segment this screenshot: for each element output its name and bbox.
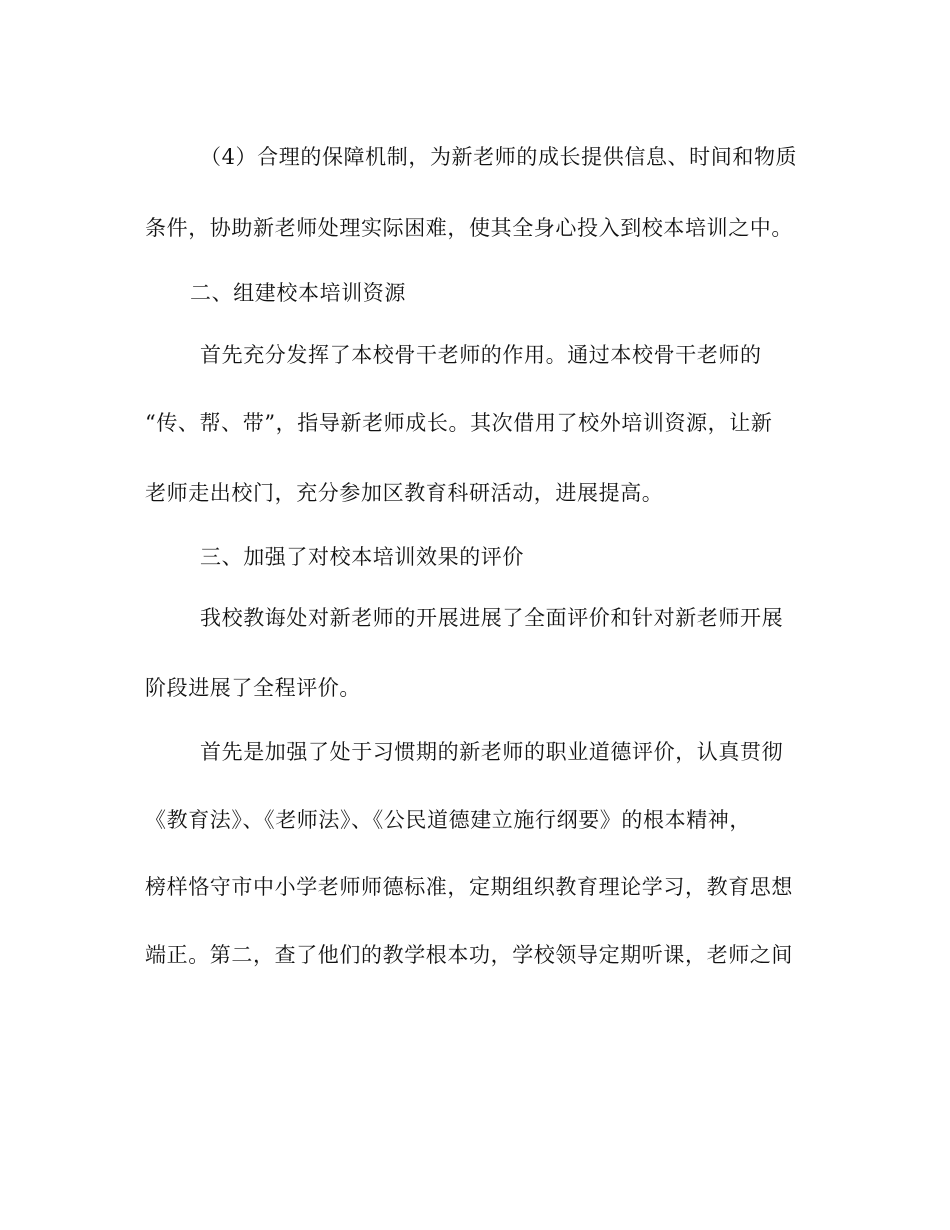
paragraph-line: （4）合理的保障机制，为新老师的成长提供信息、时间和物质 [200, 145, 798, 169]
paragraph-line: 老师走出校门，充分参加区教育科研活动，进展提高。 [145, 481, 664, 505]
paragraph-line: 首先充分发挥了本校骨干老师的作用。通过本校骨干老师的 [200, 343, 762, 367]
paragraph-line: 阶段进展了全程评价。 [145, 676, 361, 700]
paragraph-line: 首先是加强了处于习惯期的新老师的职业道德评价，认真贯彻 [200, 740, 784, 764]
paragraph-line: “传、帮、带”，指导新老师成长。其次借用了校外培训资源，让新 [145, 411, 773, 435]
paragraph-line: 《教育法》、《老师法》、《公民道德建立施行纲要》的根本精神， [145, 808, 751, 832]
section-heading: 三、加强了对校本培训效果的评价 [200, 545, 524, 569]
section-heading: 二、组建校本培训资源 [190, 281, 406, 305]
paragraph-line: 端正。第二，查了他们的教学根本功，学校领导定期听课，老师之间 [145, 943, 793, 967]
paragraph-line: 我校教诲处对新老师的开展进展了全面评价和针对新老师开展 [200, 606, 784, 630]
paragraph-line: 条件，协助新老师处理实际困难，使其全身心投入到校本培训之中。 [145, 216, 793, 240]
paragraph-line: 榜样恪守市中小学老师师德标准，定期组织教育理论学习，教育思想 [145, 875, 793, 899]
